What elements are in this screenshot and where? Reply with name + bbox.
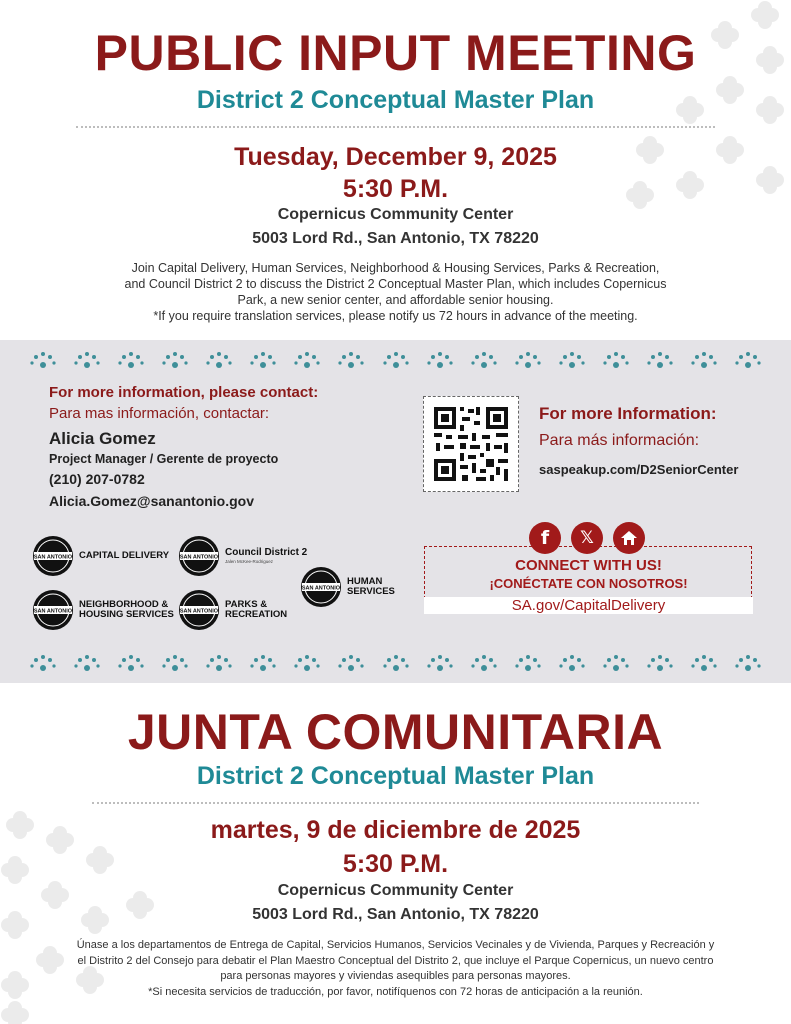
ornament-row-bottom (30, 651, 761, 671)
ornament-icon (735, 651, 761, 671)
page-subtitle: District 2 Conceptual Master Plan (196, 86, 595, 114)
divider-es (92, 802, 699, 804)
council-district-logo (178, 535, 307, 577)
ornament-icon (515, 651, 541, 671)
info-heading-es: Para más información: (539, 432, 700, 449)
capital-delivery-label: CAPITAL DELIVERY (79, 549, 170, 561)
council-district-label: Council District 2 (225, 547, 308, 559)
city-seal-icon (300, 566, 342, 608)
paragraph-line: para personas mayores y viviendas asequibles para personas mayores. (220, 970, 571, 982)
parks-label-2: RECREATION (225, 609, 288, 620)
council-member-name: Jalen McKee-Rodriguez (225, 558, 274, 564)
ornament-icon (603, 348, 629, 368)
ornament-icon (647, 651, 673, 671)
ornament-icon (691, 348, 717, 368)
contact-heading-es: Para mas información, contactar: (49, 405, 270, 422)
capital-delivery-logo (32, 535, 169, 577)
parks-label-1: PARKS & (225, 598, 268, 610)
connect-heading-es: ¡CONÉCTATE CON NOSOTROS! (489, 576, 688, 591)
human-services-label-2: SERVICES (347, 586, 395, 597)
page-subtitle-es: District 2 Conceptual Master Plan (196, 762, 595, 790)
contact-phone[interactable]: (210) 207-0782 (49, 471, 145, 487)
connect-heading: CONNECT WITH US! (515, 557, 662, 574)
ornament-icon (603, 651, 629, 671)
meeting-time: 5:30 P.M. (342, 175, 449, 203)
ornament-icon (118, 651, 144, 671)
city-seal-icon (178, 589, 220, 631)
ornament-icon (691, 651, 717, 671)
contact-role: Project Manager / Gerente de proyecto (49, 452, 279, 466)
ornament-icon (515, 348, 541, 368)
website-link[interactable]: SA.gov/CapitalDelivery (424, 597, 753, 614)
contact-heading: For more information, please contact: (49, 384, 319, 401)
paragraph-line: Park, a new senior center, and affordable senior housing. (237, 293, 554, 307)
ornament-icon (559, 651, 585, 671)
ornament-icon (735, 348, 761, 368)
neighborhood-housing-logo (32, 589, 174, 631)
ornament-row-top (30, 348, 761, 368)
meeting-date-es: martes, 9 de diciembre de 2025 (210, 816, 581, 844)
ornament-icon (383, 651, 409, 671)
svg-text:SAN ANTONIO: SAN ANTONIO (179, 554, 219, 561)
page-title: PUBLIC INPUT MEETING (94, 25, 697, 81)
qr-code-graphic (424, 397, 518, 491)
meeting-date: Tuesday, December 9, 2025 (234, 143, 557, 171)
ornament-icon (294, 651, 320, 671)
qr-code[interactable] (423, 396, 519, 492)
contact-email[interactable]: Alicia.Gomez@sanantonio.gov (49, 493, 255, 509)
ornament-icon (30, 651, 56, 671)
info-url-link[interactable]: saspeakup.com/D2SeniorCenter (539, 462, 739, 477)
ornament-icon (162, 651, 188, 671)
house-icon (620, 530, 638, 546)
paragraph-line: and Council District 2 to discuss the District 2 Conceptual Master Plan, which includes Copernicus (124, 277, 667, 291)
divider (76, 126, 715, 128)
ornament-icon (30, 348, 56, 368)
ornament-icon (206, 348, 232, 368)
venue-address-es: 5003 Lord Rd., San Antonio, TX 78220 (252, 906, 539, 923)
human-services-logo (300, 566, 395, 608)
venue-name: Copernicus Community Center (277, 206, 514, 223)
svg-text:SAN ANTONIO: SAN ANTONIO (179, 608, 219, 615)
svg-text:SAN ANTONIO: SAN ANTONIO (301, 585, 341, 592)
parks-recreation-logo (178, 589, 287, 631)
venue-address: 5003 Lord Rd., San Antonio, TX 78220 (252, 230, 539, 247)
city-seal-icon (178, 535, 220, 577)
ornament-icon (427, 348, 453, 368)
ornament-icon (250, 348, 276, 368)
contact-name: Alicia Gomez (49, 429, 156, 448)
svg-text:SAN ANTONIO: SAN ANTONIO (33, 554, 73, 561)
ornament-icon (206, 651, 232, 671)
city-seal-icon (32, 535, 74, 577)
ornament-icon (162, 348, 188, 368)
ornament-icon (471, 651, 497, 671)
paragraph-line: Join Capital Delivery, Human Services, Neighborhood & Housing Services, Parks & Recreation, (131, 261, 660, 275)
ornament-icon (338, 651, 364, 671)
ornament-icon (74, 348, 100, 368)
human-services-label-1: HUMAN (347, 575, 383, 587)
neighborhood-label-2: HOUSING SERVICES (79, 609, 174, 620)
ornament-icon (647, 348, 673, 368)
info-heading: For more Information: (539, 404, 717, 423)
description-paragraph-es (0, 938, 791, 1000)
ornament-icon (118, 348, 144, 368)
facebook-icon[interactable]: f (529, 522, 561, 554)
ornament-icon (559, 348, 585, 368)
ornament-icon (250, 651, 276, 671)
x-twitter-icon[interactable]: 𝕏 (571, 522, 603, 554)
ornament-icon (338, 348, 364, 368)
ornament-icon (294, 348, 320, 368)
ornament-icon (427, 651, 453, 671)
page-title-es: JUNTA COMUNITARIA (127, 704, 664, 760)
svg-text:SAN ANTONIO: SAN ANTONIO (33, 608, 73, 615)
ornament-icon (471, 348, 497, 368)
meeting-time-es: 5:30 P.M. (342, 850, 449, 878)
translation-note: *If you require translation services, please notify us 72 hours in advance of the meeting. (153, 309, 638, 323)
neighborhood-label-1: NEIGHBORHOOD & (79, 598, 169, 610)
description-paragraph (0, 260, 791, 324)
venue-name-es: Copernicus Community Center (277, 882, 514, 899)
city-seal-icon (32, 589, 74, 631)
translation-note-es: *Si necesita servicios de traducción, por favor, notifíquenos con 72 horas de anticipación a la reunión. (148, 985, 643, 998)
paragraph-line: Únase a los departamentos de Entrega de Capital, Servicios Humanos, Servicios Vecinales y de Vivienda, Parques y Recreación y (76, 939, 715, 951)
ornament-icon (383, 348, 409, 368)
paragraph-line: el Distrito 2 del Consejo para debatir el Plan Maestro Conceptual del Distrito 2, que incluye el Parque Copernicus, un nuevo centro (77, 954, 714, 967)
ornament-icon (74, 651, 100, 671)
